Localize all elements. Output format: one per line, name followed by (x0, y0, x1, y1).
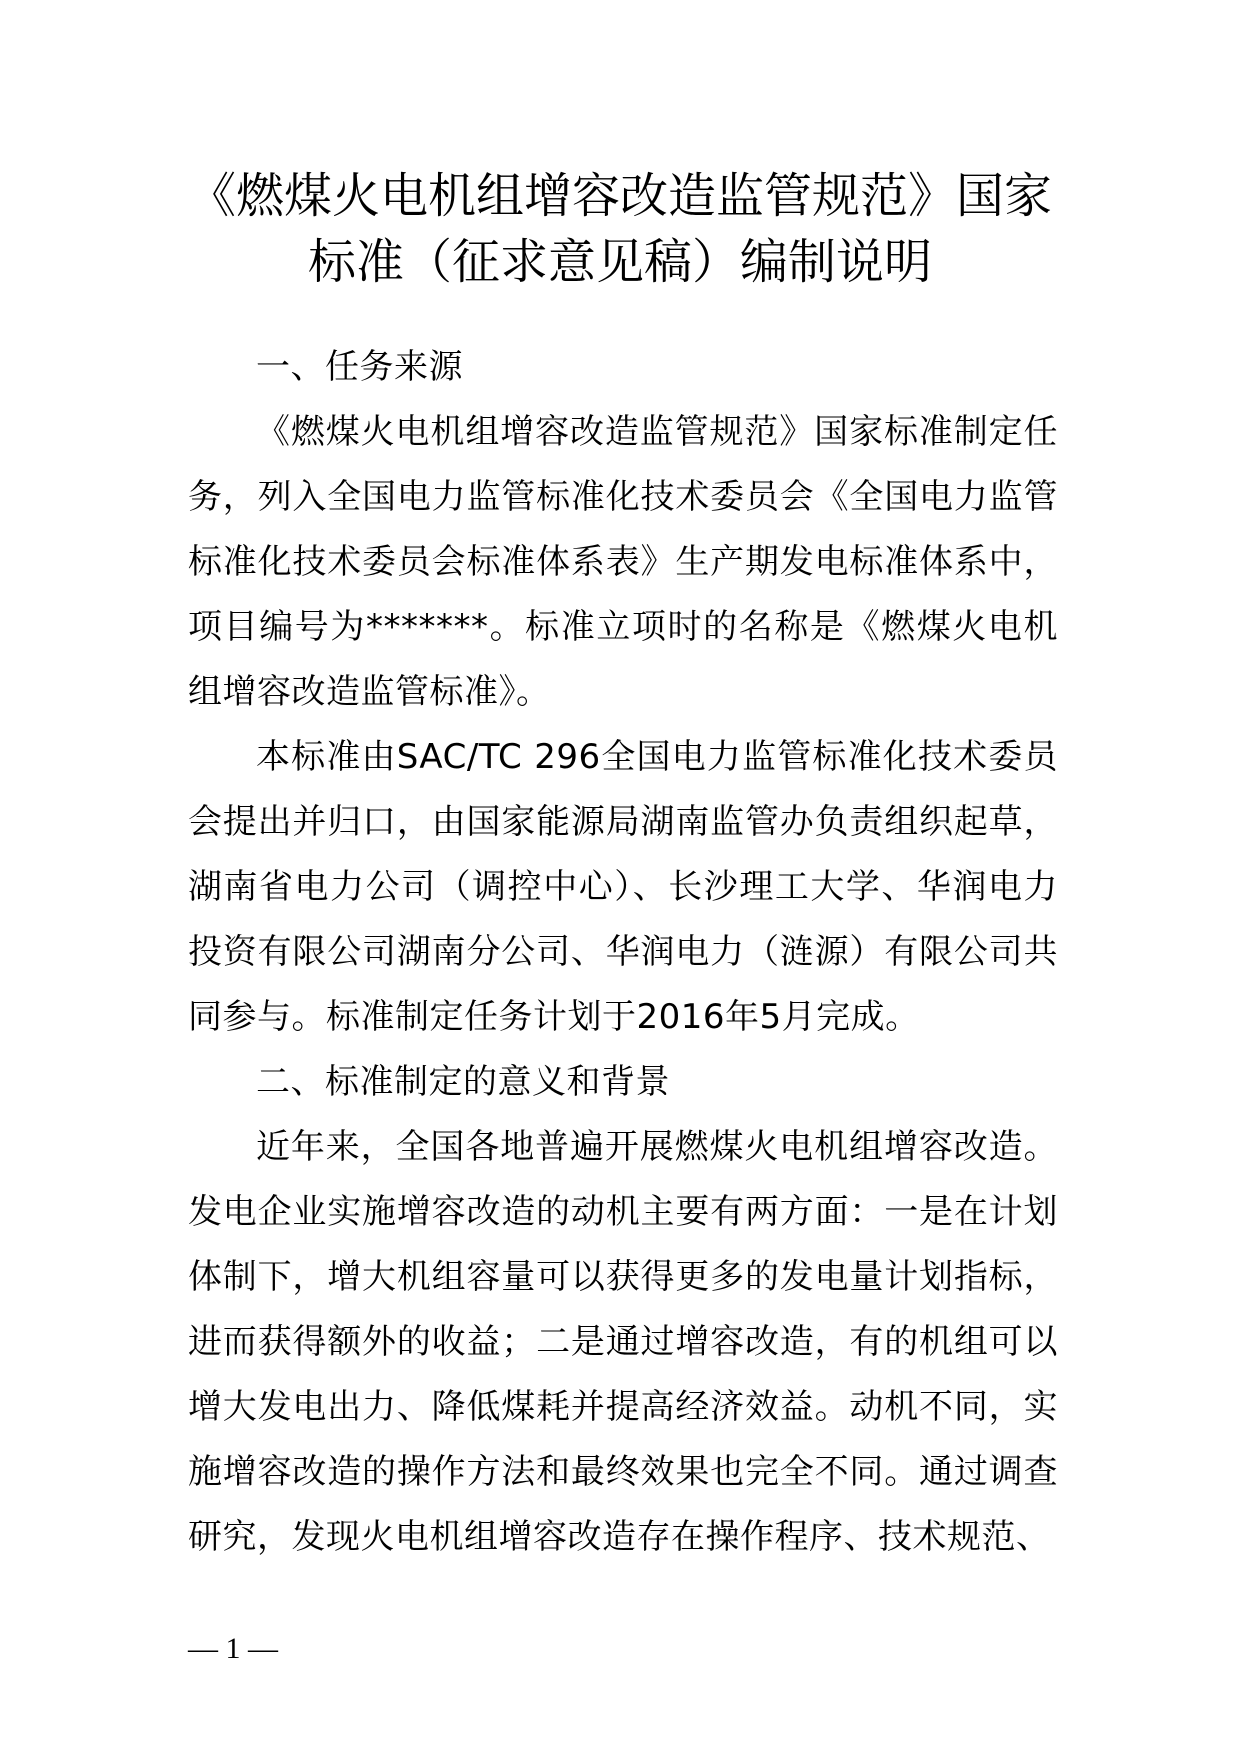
document-title-line-2: 标准（征求意见稿）编制说明 (307, 234, 932, 290)
document-body (188, 335, 1058, 1570)
document-title-line-1: 《燃煤火电机组增容改造监管规范》国家 (187, 168, 1052, 224)
section-heading-task-source: 一、任务来源 (256, 347, 463, 387)
section-heading-significance-background: 二、标准制定的意义和背景 (256, 1062, 670, 1102)
paragraph-background: 近年来，全国各地普遍开展燃煤火电机组增容改造。发电企业实施增容改造的动机主要有两方面：一是在计划体制下，增大机组容量可以获得更多的发电量计划指标，进而获得额外的收益；二是通过增容改造，有的机组可以增大发电出力、降低煤耗并提高经济效益。动机不同，实施增容改造的操作方法和最终效果也完全不同。通过调查研究，发现火电机组增容改造存在操作程序、技术规范、 (188, 1127, 1058, 1557)
page-number: — 1 — (188, 1632, 278, 1665)
paragraph-task-source: 《燃煤火电机组增容改造监管规范》国家标准制定任务，列入全国电力监管标准化技术委员会《全国电力监管标准化技术委员会标准体系表》生产期发电标准体系中，项目编号为*******。标准立项时的名称是《燃煤火电机组增容改造监管标准》。 (188, 412, 1058, 712)
paragraph-drafting-organizations: 本标准由SAC/TC 296全国电力监管标准化技术委员会提出并归口，由国家能源局湖南监管办负责组织起草，湖南省电力公司（调控中心）、长沙理工大学、华润电力投资有限公司湖南分公司、华润电力（涟源）有限公司共同参与。标准制定任务计划于2016年5月完成。 (188, 737, 1058, 1037)
